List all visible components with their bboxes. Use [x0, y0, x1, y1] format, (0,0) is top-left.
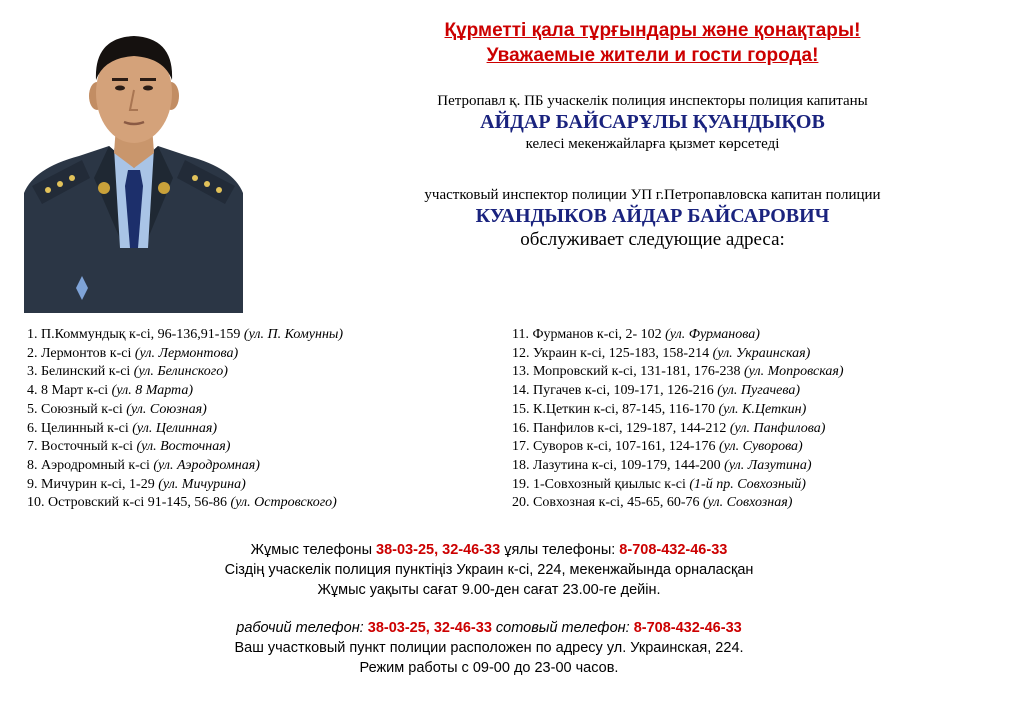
address-kz: 10. Островский к-сі 91-145, 56-86: [27, 495, 231, 511]
address-item: [512, 326, 844, 345]
greeting-kz: Құрметті қала тұрғындары және қонақтары!: [444, 20, 861, 41]
address-ru: (ул. Восточная): [136, 439, 231, 455]
address-ru: (ул. Мопровская): [744, 364, 844, 380]
address-kz: 19. 1-Совхозный қиылыс к-сі: [512, 476, 690, 492]
address-item: [27, 382, 343, 401]
address-kz: 15. К.Цеткин к-сі, 87-145, 116-170: [512, 401, 719, 417]
address-item: [512, 401, 844, 420]
address-ru: (ул. П. Комунны): [243, 327, 344, 342]
address-item: [27, 438, 343, 457]
work-phone-label-ru: рабочий телефон:: [236, 620, 368, 637]
address-kz: 16. Панфилов к-сі, 129-187, 144-212: [512, 420, 730, 436]
address-kz: 3. Белинский к-сі: [27, 364, 134, 380]
work-phones-kz: 38-03-25, 32-46-33: [376, 542, 501, 558]
address-item: [512, 420, 844, 439]
address-item: [512, 363, 844, 382]
address-kz: 1. П.Коммундық к-сі, 96-136,91-159: [27, 327, 244, 342]
intro-ru-serves: обслуживает следующие адреса:: [520, 229, 785, 250]
address-item: [512, 457, 844, 476]
address-kz: 4. 8 Март к-сі: [27, 383, 112, 399]
address-item: [27, 476, 343, 495]
intro-kz-serves: келесі мекенжайларға қызмет көрсетеді: [525, 136, 780, 152]
address-kz: 11. Фурманов к-сі, 2- 102: [512, 327, 666, 342]
intro-kz: [300, 92, 1005, 153]
address-ru: (ул. Союзная): [126, 401, 207, 417]
address-ru: (ул. Пугачева): [717, 383, 801, 399]
address-item: [512, 382, 844, 401]
work-phone-label-kz: Жұмыс телефоны: [250, 542, 377, 558]
officer-name-ru: КУАНДЫКОВ АЙДАР БАЙСАРОВИЧ: [475, 205, 830, 227]
address-kz: 18. Лазутина к-сі, 109-179, 144-200: [512, 457, 725, 473]
mobile-phone-label-kz: ұялы телефоны:: [500, 542, 620, 558]
hours-kz: Жұмыс уақыты сағат 9.00-ден сағат 23.00-ге дейін.: [317, 581, 661, 598]
address-ru: (ул. Целинная): [132, 420, 218, 436]
intro-ru: [300, 186, 1005, 251]
address-ru: (ул. Островского): [230, 495, 337, 511]
hours-ru: Режим работы с 09-00 до 23-00 часов.: [359, 659, 619, 676]
address-ru: (ул. Суворова): [719, 439, 803, 455]
address-kz: 20. Совхозная к-сі, 45-65, 60-76: [512, 495, 703, 511]
address-ru: (ул. Фурманова): [665, 327, 760, 342]
address-kz: 12. Украин к-сі, 125-183, 158-214: [512, 345, 713, 361]
address-item: [27, 457, 343, 476]
address-ru: (ул. Совхозная): [702, 495, 793, 511]
address-kz: 5. Союзный к-сі: [27, 401, 127, 417]
address-ru: (ул. Аэродромная): [153, 457, 260, 473]
address-kz: 8. Аэродромный к-сі: [27, 457, 154, 473]
address-item: [512, 476, 844, 495]
officer-photo: [24, 18, 243, 313]
spacer: [200, 600, 778, 619]
address-kz: 9. Мичурин к-сі, 1-29: [27, 476, 159, 492]
address-item: [27, 326, 343, 345]
address-ru: (ул. К.Цеткин): [718, 401, 807, 417]
address-item: [27, 363, 343, 382]
address-item: [27, 401, 343, 420]
intro-ru-title: участковый инспектор полиции УП г.Петропавловска капитан полиции: [424, 187, 881, 203]
work-phones-ru: 38-03-25, 32-46-33: [367, 620, 492, 637]
address-ru: (ул. Мичурина): [158, 476, 246, 492]
address-kz: 2. Лермонтов к-сі: [27, 345, 135, 361]
contacts: [200, 541, 778, 679]
location-ru: Ваш участковый пункт полиции расположен по адресу ул. Украинская, 224.: [234, 640, 744, 657]
address-item: [512, 494, 844, 513]
address-item: [27, 345, 343, 364]
address-kz: 14. Пугачев к-сі, 109-171, 126-216: [512, 383, 718, 399]
mobile-phone-label-ru: сотовый телефон:: [491, 620, 634, 637]
greeting-ru: Уважаемые жители и гости города!: [486, 45, 819, 66]
address-list-right: [512, 326, 844, 513]
address-ru: (1-й пр. Совхозный): [689, 476, 806, 492]
address-ru: (ул. Панфилова): [729, 420, 826, 436]
address-kz: 7. Восточный к-сі: [27, 439, 137, 455]
address-kz: 17. Суворов к-сі, 107-161, 124-176: [512, 439, 720, 455]
address-item: [27, 494, 343, 513]
address-kz: 13. Мопровский к-сі, 131-181, 176-238: [512, 364, 745, 380]
location-kz: Сіздің учаскелік полиция пунктіңіз Украин к-сі, 224, мекенжайында орналасқан: [224, 561, 754, 578]
mobile-phone-ru: 8-708-432-46-33: [633, 620, 742, 637]
address-item: [512, 438, 844, 457]
address-ru: (ул. 8 Марта): [111, 383, 193, 399]
address-kz: 6. Целинный к-сі: [27, 420, 133, 436]
address-ru: (ул. Белинского): [133, 364, 228, 380]
officer-name-kz: АЙДАР БАЙСАРҰЛЫ ҚУАНДЫҚОВ: [480, 111, 825, 133]
contacts-kz-phones: [200, 541, 778, 561]
mobile-phone-kz: 8-708-432-46-33: [619, 542, 728, 558]
address-ru: (ул. Украинская): [712, 345, 811, 361]
address-ru: (ул. Лазутина): [724, 457, 812, 473]
contacts-ru-phones: [200, 619, 778, 639]
address-list-left: [27, 326, 343, 513]
address-item: [27, 420, 343, 439]
address-ru: (ул. Лермонтова): [134, 345, 239, 361]
greeting: [300, 18, 1005, 68]
address-item: [512, 345, 844, 364]
intro-kz-title: Петропавл қ. ПБ учаскелік полиция инспекторы полиция капитаны: [437, 93, 868, 109]
